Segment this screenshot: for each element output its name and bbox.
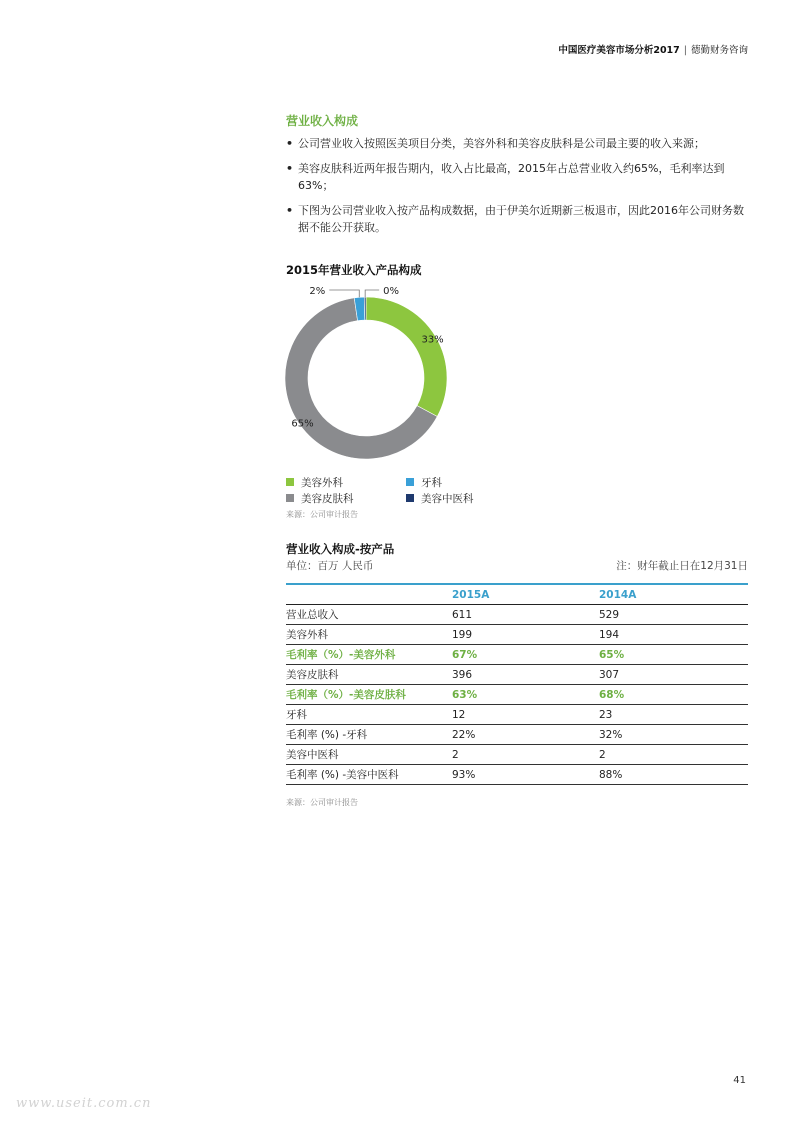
row-label: 牙科	[286, 705, 452, 725]
table-row	[286, 605, 748, 625]
bullet-item: • 公司营业收入按照医美项目分类，美容外科和美容皮肤科是公司最主要的收入来源；	[286, 135, 748, 152]
data-label: 0%	[383, 286, 400, 297]
legend-item	[286, 475, 406, 490]
donut-slice	[364, 297, 366, 320]
legend-swatch	[286, 478, 294, 486]
table-row	[286, 725, 748, 745]
legend-label: 牙科	[421, 476, 442, 489]
legend-label: 美容外科	[301, 476, 343, 489]
value-2014: 65%	[599, 645, 748, 665]
section-title: 营业收入构成	[286, 114, 359, 128]
chart-source: 来源：公司审计报告	[286, 510, 358, 519]
table-row	[286, 645, 748, 665]
legend-swatch	[286, 494, 294, 502]
row-label: 毛利率 (%) -牙科	[286, 725, 452, 745]
chart-legend	[286, 474, 546, 506]
row-label: 美容中医科	[286, 745, 452, 765]
value-2015: 93%	[452, 765, 599, 785]
donut-slice	[366, 297, 447, 417]
value-2015: 22%	[452, 725, 599, 745]
row-label: 毛利率（%）-美容外科	[286, 645, 452, 665]
header-separator: |	[683, 45, 687, 56]
bullet-item: • 美容皮肤科近两年报告期内，收入占比最高，2015年占总营业收入约65%，毛利率达到63%；	[286, 160, 748, 194]
data-label: 65%	[291, 418, 314, 430]
legend-swatch	[406, 478, 414, 486]
report-org: 德勤财务咨询	[690, 45, 748, 56]
value-2015: 12	[452, 705, 599, 725]
revenue-table	[286, 583, 748, 785]
table-row	[286, 625, 748, 645]
table-row	[286, 705, 748, 725]
chart-title: 2015年营业收入产品构成	[286, 263, 422, 277]
table-title: 营业收入构成-按产品	[286, 542, 395, 556]
legend-item	[286, 491, 406, 506]
row-label: 毛利率 (%) -美容中医科	[286, 765, 452, 785]
bullet-item: • 下图为公司营业收入按产品构成数据，由于伊美尔近期新三板退市，因此2016年公司财务数据不能公开获取。	[286, 202, 748, 236]
table-body	[286, 605, 748, 785]
row-label: 美容外科	[286, 625, 452, 645]
value-2014: 529	[599, 605, 748, 625]
watermark: www.useit.com.cn	[16, 1096, 152, 1111]
page-header	[558, 42, 748, 56]
header-cell: 2015A	[452, 584, 599, 605]
legend-item	[406, 491, 526, 506]
table-row	[286, 685, 748, 705]
page-number: 41	[733, 1075, 746, 1086]
report-title: 中国医疗美容市场分析2017	[558, 45, 680, 56]
bullet-list	[286, 135, 748, 244]
value-2015: 611	[452, 605, 599, 625]
table-source: 来源：公司审计报告	[286, 798, 358, 807]
donut-chart	[284, 280, 464, 470]
row-label: 毛利率（%）-美容皮肤科	[286, 685, 452, 705]
table-note: 注：财年截止日在12月31日	[616, 560, 748, 572]
value-2014: 32%	[599, 725, 748, 745]
value-2015: 2	[452, 745, 599, 765]
value-2015: 63%	[452, 685, 599, 705]
header-cell: 2014A	[599, 584, 748, 605]
data-label: 2%	[309, 286, 326, 297]
value-2014: 2	[599, 745, 748, 765]
table-header-row	[286, 584, 748, 605]
leader-line	[329, 290, 359, 297]
legend-label: 美容中医科	[421, 492, 474, 505]
value-2014: 194	[599, 625, 748, 645]
table-row	[286, 745, 748, 765]
value-2015: 67%	[452, 645, 599, 665]
row-label: 营业总收入	[286, 605, 452, 625]
value-2014: 88%	[599, 765, 748, 785]
legend-label: 美容皮肤科	[301, 492, 354, 505]
table-unit: 单位：百万 人民币	[286, 560, 374, 572]
table-unit-row	[286, 558, 748, 573]
table-row	[286, 665, 748, 685]
legend-item	[406, 475, 526, 490]
value-2014: 307	[599, 665, 748, 685]
data-label: 33%	[421, 334, 444, 346]
table-row	[286, 765, 748, 785]
leader-line	[365, 290, 379, 297]
value-2015: 396	[452, 665, 599, 685]
value-2014: 23	[599, 705, 748, 725]
row-label: 美容皮肤科	[286, 665, 452, 685]
value-2014: 68%	[599, 685, 748, 705]
header-cell	[286, 584, 452, 605]
legend-swatch	[406, 494, 414, 502]
value-2015: 199	[452, 625, 599, 645]
